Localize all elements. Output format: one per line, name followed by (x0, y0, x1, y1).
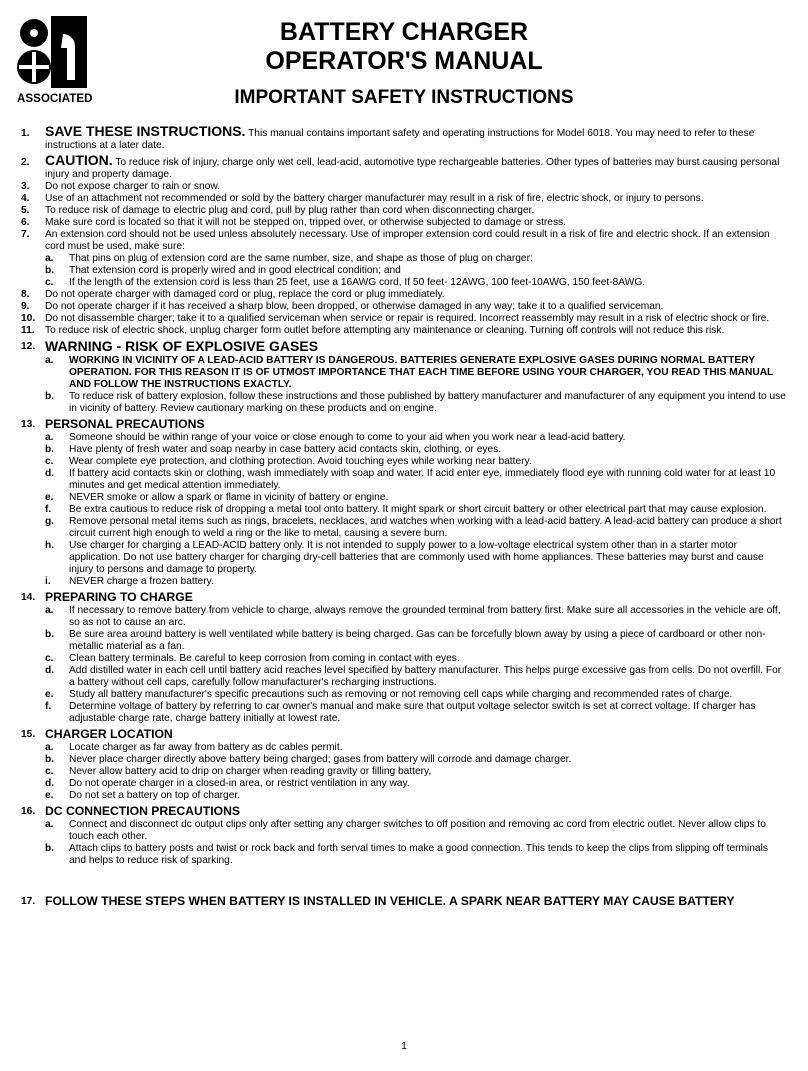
sub-item (45, 665, 787, 689)
instruction-3 (21, 181, 787, 193)
sub-text: Study all battery manufacturer's specific precautions such as removing or not removing cell caps while charging and recommended rates of charge. (69, 689, 733, 700)
sub-text: That pins on plug of extension cord are the same number, size, and shape as those of plug on charger; (69, 253, 533, 264)
sub-item (45, 391, 787, 415)
sub-text: Be extra cautious to reduce risk of dropping a metal tool onto battery. It might spark or short circuit battery or other electrical part that may cause explosion. (69, 504, 767, 515)
sub-text: That extension cord is properly wired and in good electrical condition; and (69, 265, 401, 276)
instruction-5 (21, 205, 787, 217)
item-number: 7. (21, 229, 30, 240)
instruction-10 (21, 313, 787, 325)
section-title: PERSONAL PRECAUTIONS (45, 417, 205, 431)
sub-letter: a. (45, 605, 54, 616)
sub-text: If battery acid contacts skin or clothing, wash immediately with soap and water. If acid enter eye, immediately flood eye with running cold water for at least 10 minutes and get medical attention immediately. (69, 468, 776, 491)
sub-letter: b. (45, 265, 55, 276)
sub-letter: b. (45, 754, 55, 765)
sub-letter: c. (45, 456, 54, 467)
associated-logo-icon (17, 14, 89, 90)
sub-text: Never allow battery acid to drip on charger when reading gravity or filling battery, (69, 766, 432, 777)
sub-item (45, 492, 787, 504)
item-text: To reduce risk of injury, charge only wet cell, lead-acid, automotive type rechargeable batteries. Other types of batteries may burst causing personal injury and property damage. (45, 157, 780, 180)
item-number: 2. (21, 157, 30, 168)
sub-item (45, 277, 787, 289)
sub-item (45, 766, 787, 778)
sub-text: Attach clips to battery posts and twist or rock back and forth serval times to make a good connection. This tends to keep the clips from slipping off terminals and helps to reduce risk of sparking. (69, 843, 768, 866)
sub-letter: f. (45, 504, 52, 515)
sub-letter: i. (45, 576, 51, 587)
item-number: 12. (21, 341, 36, 352)
sub-letter: c. (45, 277, 54, 288)
sub-letter: a. (45, 355, 54, 366)
sub-item (45, 778, 787, 790)
item-number: 16. (21, 806, 36, 817)
sub-item (45, 653, 787, 665)
sub-letter: f. (45, 701, 52, 712)
item-text: Do not operate charger if it has received a sharp blow, been dropped, or otherwise damaged in any way; take it to a qualified serviceman. (45, 301, 664, 312)
instruction-1 (21, 125, 787, 152)
instruction-2 (21, 154, 787, 181)
instruction-6 (21, 217, 787, 229)
page-number: 1 (401, 1041, 407, 1052)
item-text: To reduce risk of electric shock, unplug charger form outlet before attempting any maintenance or cleaning. Turning off controls will not reduce this risk. (45, 325, 725, 336)
section-12-explosive-gases (21, 340, 787, 415)
sub-item (45, 516, 787, 540)
sub-letter: d. (45, 665, 55, 676)
item-number: 17. (21, 896, 36, 907)
sub-letter: e. (45, 492, 54, 503)
sub-letter: a. (45, 253, 54, 264)
section-13-personal-precautions (21, 418, 787, 588)
item-number: 6. (21, 217, 30, 228)
sub-item (45, 444, 787, 456)
sub-text: If the length of the extension cord is less than 25 feet, use a 16AWG cord, If 50 feet- 12AWG, 100 feet-10AWG, 150 feet-8AWG. (69, 277, 646, 288)
instruction-4 (21, 193, 787, 205)
item-text: An extension cord should not be used unless absolutely necessary. Use of improper extension cord could result in a risk of fire and electric shock. If an extension cord must be used, make sure: (45, 229, 770, 252)
section-title: PREPARING TO CHARGE (45, 590, 193, 604)
item-number: 11. (21, 325, 35, 336)
subtitle: IMPORTANT SAFETY INSTRUCTIONS (234, 87, 574, 108)
item-number: 3. (21, 181, 30, 192)
item-text: Do not disassemble charger; take it to a qualified serviceman when service or repair is required. Incorrect reassembly may result in a risk of electric shock or fire. (45, 313, 770, 324)
sub-text: Use charger for charging a LEAD-ACID battery only. It is not intended to supply power to a low-voltage electrical system other than in a starter motor application. Do not use battery charger for charging dry-cell batteries that are commonly used with home appliances. These batteries may burst and cause injury to persons and damage to property. (69, 540, 764, 575)
sub-letter: c. (45, 766, 54, 777)
item-number: 9. (21, 301, 30, 312)
sub-item (45, 265, 787, 277)
sub-letter: b. (45, 629, 55, 640)
sub-letter: b. (45, 391, 55, 402)
item-number: 5. (21, 205, 30, 216)
sub-text: Clean battery terminals. Be careful to keep corrosion from coming in contact with eyes. (69, 653, 460, 664)
sub-letter: a. (45, 432, 54, 443)
sub-text: Locate charger as far away from battery as dc cables permit. (69, 742, 343, 753)
sub-text: NEVER smoke or allow a spark or flame in vicinity of battery or engine. (69, 492, 389, 503)
sub-item (45, 790, 787, 802)
sub-item (45, 432, 787, 444)
item-number: 4. (21, 193, 30, 204)
sub-letter: e. (45, 790, 54, 801)
item-text: Use of an attachment not recommended or sold by the battery charger manufacturer may result in a risk of fire, electric shock, or injury to persons. (45, 193, 704, 204)
item-text: This manual contains important safety and operating instructions for Model 6018. You may need to refer to these instructions at a later date. (45, 128, 755, 151)
sub-item (45, 629, 787, 653)
sub-text: If necessary to remove battery from vehicle to charge, always remove the grounded terminal from battery first. Make sure all accessories in the vehicle are off, so as not to cause an arc. (69, 605, 781, 628)
item-number: 1. (21, 128, 30, 139)
section-14-preparing-to-charge (21, 591, 787, 725)
instruction-11 (21, 325, 787, 337)
item-number: 14. (21, 592, 36, 603)
sub-item (45, 754, 787, 766)
sub-text: To reduce risk of battery explosion, follow these instructions and those published by battery manufacturer and manufacturer of any equipment you intend to use in vicinity of battery. Review cautionary marking on these products and on engine. (69, 391, 786, 414)
sub-letter: e. (45, 689, 54, 700)
section-16-dc-connection (21, 805, 787, 867)
item-number: 15. (21, 729, 36, 740)
item-number: 8. (21, 289, 30, 300)
instruction-list (21, 123, 787, 909)
title-line-2: OPERATOR'S MANUAL (265, 47, 543, 75)
sub-item (45, 540, 787, 576)
sub-item (45, 742, 787, 754)
sub-letter: b. (45, 444, 55, 455)
instruction-7 (21, 229, 787, 289)
sub-item (45, 456, 787, 468)
associated-logo (17, 14, 97, 106)
sub-item (45, 468, 787, 492)
section-title: DC CONNECTION PRECAUTIONS (45, 804, 241, 818)
section-title: CHARGER LOCATION (45, 727, 173, 741)
sub-item (45, 843, 787, 867)
sub-item (45, 605, 787, 629)
item-text: Do not expose charger to rain or snow. (45, 181, 220, 192)
sub-letter: h. (45, 540, 55, 551)
instruction-9 (21, 301, 787, 313)
section-17-installed-in-vehicle (21, 895, 787, 909)
sub-letter: a. (45, 742, 54, 753)
sub-item (45, 819, 787, 843)
section-title: FOLLOW THESE STEPS WHEN BATTERY IS INSTALLED IN VEHICLE. A SPARK NEAR BATTERY MAY CAUSE BATTERY (45, 894, 735, 908)
sub-text: Wear complete eye protection, and clothing protection. Avoid touching eyes while working near battery. (69, 456, 532, 467)
sub-text: WORKING IN VICINITY OF A LEAD-ACID BATTERY IS DANGEROUS. BATTERIES GENERATE EXPLOSIVE GASES DURING NORMAL BATTERY OPERATION. FOR THIS REASON IT IS OF UTMOST IMPORTANCE THAT EACH TIME BEFORE USING YOUR CHARGER, YOU READ THIS MANUAL AND FOLLOW THE INSTRUCTIONS EXACTLY. (69, 355, 774, 390)
logo-text: ASSOCIATED (17, 93, 93, 105)
sub-item (45, 253, 787, 265)
sub-item (45, 576, 787, 588)
sub-text: Have plenty of fresh water and soap nearby in case battery acid contacts skin, clothing, or eyes. (69, 444, 502, 455)
sub-letter: c. (45, 653, 54, 664)
sub-letter: g. (45, 516, 55, 527)
item-lead: SAVE THESE INSTRUCTIONS. (45, 123, 246, 139)
sub-text: Be sure area around battery is well ventilated while battery is being charged. Gas can be forcefully blown away by using a piece of cardboard or other non-metallic material as a fan. (69, 629, 766, 652)
sub-text: Connect and disconnect dc output clips only after setting any charger switches to off position and removing ac cord from electric outlet. Never allow clips to touch each other. (69, 819, 766, 842)
instruction-8 (21, 289, 787, 301)
item-text: Do not operate charger with damaged cord or plug, replace the cord or plug immediately. (45, 289, 445, 300)
sub-text: Do not set a battery on top of charger. (69, 790, 241, 801)
sub-item (45, 355, 787, 391)
sub-text: Never place charger directly above battery being charged; gases from battery will corrode and damage charger. (69, 754, 572, 765)
section-15-charger-location (21, 728, 787, 802)
sub-text: Someone should be within range of your voice or close enough to come to your aid when you work near a lead-acid battery. (69, 432, 626, 443)
title-line-1: BATTERY CHARGER (279, 18, 529, 46)
item-number: 13. (21, 419, 36, 430)
sub-item (45, 689, 787, 701)
sub-text: Remove personal metal items such as rings, bracelets, necklaces, and watches when working with a lead-acid battery. A lead-acid battery can produce a short circuit current high enough to weld a ring or the like to metal, causing a severe burn. (69, 516, 782, 539)
sub-letter: d. (45, 468, 55, 479)
sub-letter: a. (45, 819, 54, 830)
item-number: 10. (21, 313, 36, 324)
sub-text: Determine voltage of battery by referring to car owner's manual and make sure that output voltage selector switch is set at correct voltage. If charger has adjustable charge rate, charge battery initially at lowest rate. (69, 701, 756, 724)
sub-item (45, 504, 787, 516)
section-title: WARNING - RISK OF EXPLOSIVE GASES (45, 338, 319, 354)
item-lead: CAUTION. (45, 152, 113, 168)
item-text: Make sure cord is located so that it will not be stepped on, tripped over, or otherwise subjected to damage or stress. (45, 217, 566, 228)
sub-text: Do not operate charger in a closed-in area, or restrict ventilation in any way. (69, 778, 410, 789)
sub-text: NEVER charge a frozen battery. (69, 576, 214, 587)
sub-text: Add distilled water in each cell until battery acid reaches level specified by battery manufacturer. This helps purge excessive gas from cells. Do not overfill. For a battery without cell caps, carefully follow manufacturer's recharging instructions. (69, 665, 782, 688)
sub-letter: d. (45, 778, 55, 789)
sub-item (45, 701, 787, 725)
item-text: To reduce risk of damage to electric plug and cord, pull by plug rather than cord when disconnecting charger. (45, 205, 535, 216)
sub-letter: b. (45, 843, 55, 854)
